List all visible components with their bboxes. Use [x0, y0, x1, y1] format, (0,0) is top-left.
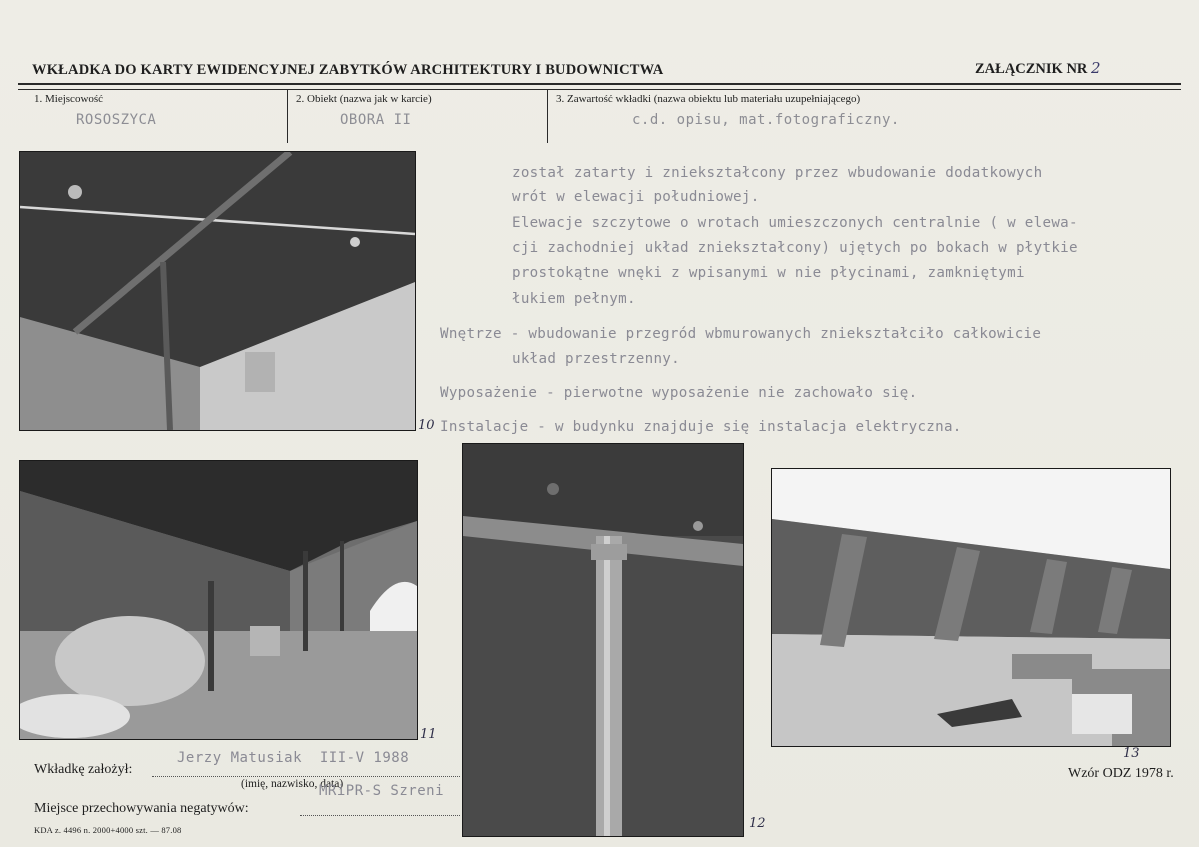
created-by-hint: (imię, nazwisko, data) [241, 778, 344, 790]
object-label: 2. Obiekt (nazwa jak w karcie) [296, 93, 432, 105]
created-by-label: Wkładkę założył: [34, 762, 133, 777]
created-by-dotline [152, 776, 460, 777]
text-line-5: prostokątne wnęki z wpisanymi w nie płycinami, zamkniętymi [512, 265, 1025, 281]
annex-label [975, 59, 1101, 78]
header-rule [18, 83, 1181, 85]
negatives-label: Miejsce przechowywania negatywów: [34, 801, 249, 816]
content-value: c.d. opisu, mat.fotograficzny. [632, 112, 900, 128]
photo-number-10: 10 [418, 418, 435, 433]
text-line-2: wrót w elewacji południowej. [512, 189, 760, 205]
field-divider-2 [547, 89, 548, 143]
locality-value: ROSOSZYCA [76, 112, 157, 128]
object-value: OBORA II [340, 112, 412, 128]
photo-number-11: 11 [420, 727, 437, 742]
content-label: 3. Zawartość wkładki (nazwa obiektu lub materiału uzupełniającego) [556, 93, 861, 105]
text-line-9: Wyposażenie - pierwotne wyposażenie nie zachowało się. [440, 385, 918, 401]
text-line-10: Instalacje - w budynku znajduje się instalacja elektryczna. [440, 419, 962, 435]
text-line-4: cji zachodniej układ zniekształcony) ujętych po bokach w płytkie [512, 240, 1078, 256]
photo-12-column-detail [462, 443, 744, 837]
form-reference: Wzór ODZ 1978 r. [1068, 766, 1174, 781]
text-line-8: układ przestrzenny. [512, 351, 680, 367]
form-title: WKŁADKA DO KARTY EWIDENCYJNEJ ZABYTKÓW ARCHITEKTURY I BUDOWNICTWA [32, 62, 664, 78]
text-line-1: został zatarty i zniekształcony przez wbudowanie dodatkowych [512, 165, 1043, 181]
locality-label: 1. Miejscowość [34, 93, 104, 105]
photo-number-13: 13 [1123, 746, 1140, 761]
negatives-dotline [300, 815, 460, 816]
text-line-6: łukiem pełnym. [512, 291, 636, 307]
photo-10-interior-ceiling [19, 151, 416, 431]
negatives-value: MRiPR-S Szreni [319, 783, 445, 799]
annex-number: 2 [1091, 59, 1101, 77]
photo-11-interior-hall [19, 460, 418, 740]
print-info: KDA z. 4496 n. 2000+4000 szt. — 87.08 [34, 825, 182, 835]
photo-number-12: 12 [749, 816, 766, 831]
field-divider-1 [287, 89, 288, 143]
text-line-3: Elewacje szczytowe o wrotach umieszczonych centralnie ( w elewa- [512, 215, 1078, 231]
text-line-7: Wnętrze - wbudowanie przegród wbmurowanych zniekształciło całkowicie [440, 326, 1042, 342]
annex-label-text: ZAŁĄCZNIK NR [975, 61, 1088, 77]
fields-rule [18, 89, 1181, 90]
photo-13-eaves-detail [771, 468, 1171, 747]
created-by-value: Jerzy Matusiak III-V 1988 [177, 750, 410, 766]
